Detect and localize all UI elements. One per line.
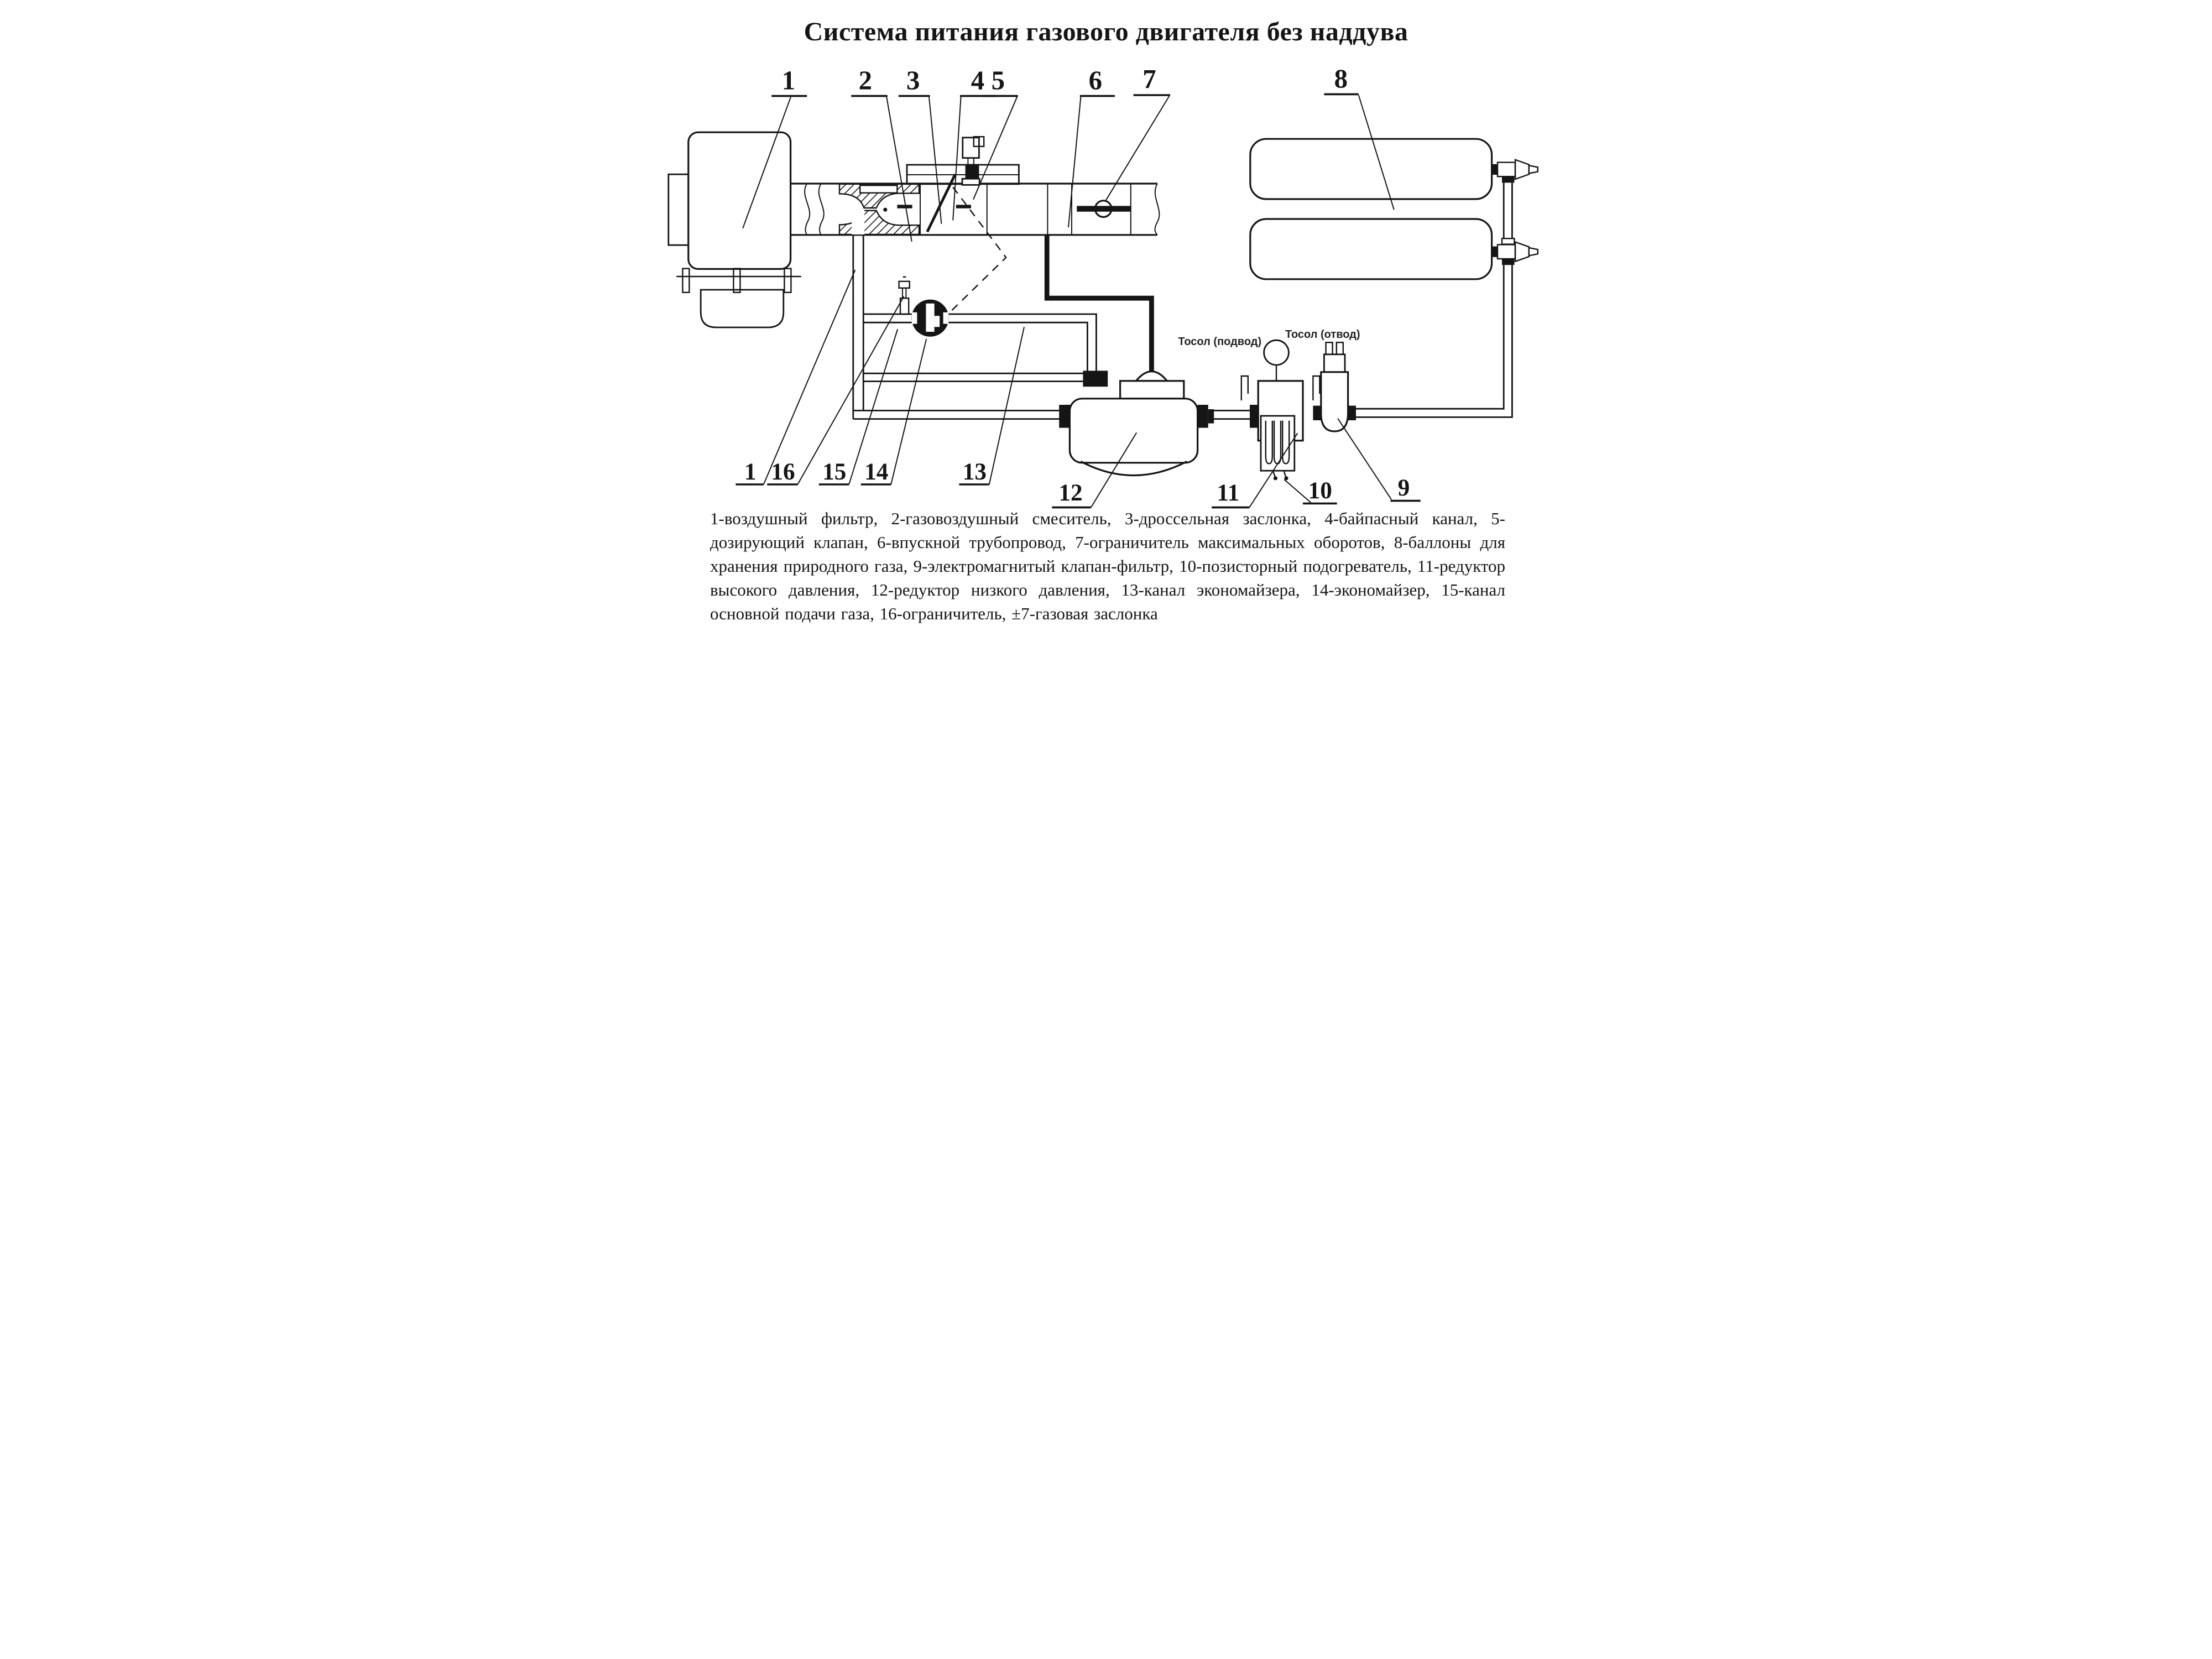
gas-canals — [853, 235, 1097, 419]
svg-text:12: 12 — [1058, 479, 1083, 506]
gas-supply-line — [1047, 235, 1151, 372]
coolant-supply-label: Тосол (подвод) — [1178, 336, 1262, 348]
callout-6 — [1068, 66, 1115, 228]
svg-text:1: 1 — [781, 65, 796, 96]
callouts-bottom — [735, 270, 1420, 508]
callout-9 — [1338, 419, 1421, 501]
throttle-valve — [897, 174, 1006, 310]
svg-text:9: 9 — [1397, 475, 1410, 501]
callout-14 — [861, 339, 926, 485]
limiter-fitting — [899, 277, 910, 314]
callout-16 — [767, 296, 904, 485]
page — [664, 0, 1548, 664]
svg-text:8: 8 — [1334, 64, 1348, 94]
callout-7-top — [1105, 64, 1170, 201]
coolant-return-label: Тосол (отвод) — [1285, 328, 1360, 341]
cylinder-valve-bottom — [1492, 238, 1538, 265]
callout-1-top — [743, 66, 807, 228]
high-pressure-pipe — [1356, 182, 1512, 417]
gas-air-mixer — [839, 184, 919, 234]
callout-10 — [1284, 478, 1337, 504]
svg-text:15: 15 — [822, 459, 847, 486]
callout-8 — [1324, 64, 1394, 210]
svg-text:3: 3 — [906, 65, 920, 96]
pressure-gauge — [1264, 340, 1289, 365]
coolant-inlet-stub — [1241, 376, 1248, 400]
diagram-title: Система питания газового двигателя без наддува — [804, 17, 1408, 46]
svg-text:7: 7 — [1142, 64, 1156, 95]
svg-text:16: 16 — [771, 459, 795, 486]
svg-text:13: 13 — [962, 459, 987, 486]
legend-text: 1-воздушный фильтр, 2-газовоздушный смеситель, 3-дроссельная заслонка, 4-байпасный канал, 5-дозирующий клапан, 6-впускной трубопровод, 7-ограничитель максимальных оборотов, 8-баллоны для хранения природного газа, 9-электромагнитый клапан-фильтр, 10-позисторный подогреватель, 11-редуктор высокого давления, 12-редуктор низкого давления, 13-канал экономайзера, 14-экономайзер, 15-канал основной подачи газа, 16-ограничитель, ±7-газовая заслонка — [710, 509, 1505, 623]
cylinder-valve-top — [1492, 160, 1538, 183]
svg-text:4: 4 — [971, 65, 985, 96]
svg-text:6: 6 — [1088, 65, 1103, 96]
svg-text:11: 11 — [1217, 479, 1240, 506]
coolant-outlet-stub — [1313, 376, 1319, 400]
economizer — [911, 300, 948, 337]
low-pressure-reducer — [1059, 371, 1258, 475]
callout-13 — [959, 327, 1024, 485]
callouts-top — [743, 64, 1394, 241]
svg-text:14: 14 — [864, 459, 889, 486]
svg-text:2: 2 — [858, 65, 873, 96]
schematic-diagram — [664, 0, 1548, 515]
svg-text:1: 1 — [744, 459, 757, 486]
gas-cylinders — [1250, 139, 1492, 279]
svg-text:10: 10 — [1308, 477, 1332, 504]
metering-valve — [962, 137, 984, 185]
svg-text:5: 5 — [991, 65, 1005, 96]
air-filter — [669, 132, 801, 327]
positor-heater — [1261, 416, 1295, 480]
callout-1-bottom — [735, 270, 855, 485]
rpm-limiter — [1077, 201, 1131, 217]
